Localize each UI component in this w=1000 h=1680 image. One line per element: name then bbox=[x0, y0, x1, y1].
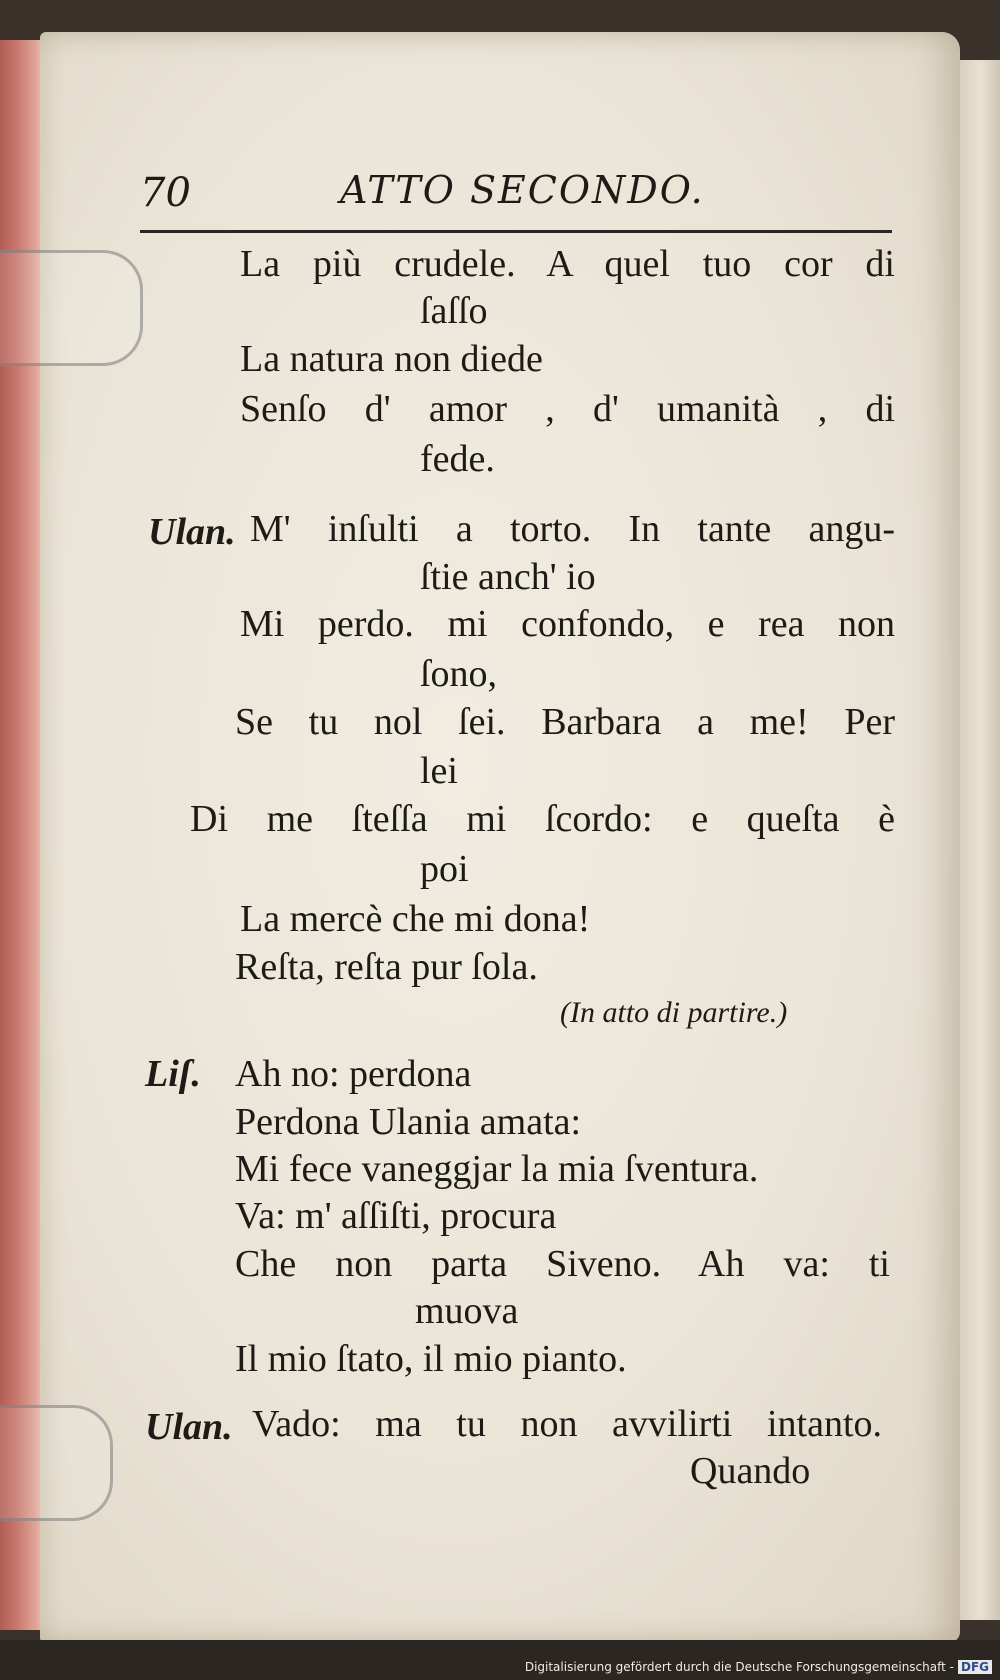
book-clamp-bottom bbox=[0, 1405, 113, 1521]
verse-line: ſtie anch' io bbox=[420, 556, 596, 598]
verse-line: fede. bbox=[420, 438, 495, 480]
verse-line: Che non parta Siveno. Ah va: ti bbox=[235, 1243, 890, 1285]
credit-text: Digitalisierung gefördert durch die Deutsche Forschungsgemeinschaft - bbox=[524, 1660, 954, 1674]
book-clamp-top bbox=[0, 250, 143, 366]
verse-line: La più crudele. A quel tuo cor di bbox=[240, 243, 895, 285]
verse-line: Il mio ſtato, il mio pianto. bbox=[235, 1338, 627, 1380]
verse-line: Senſo d' amor , d' umanità , di bbox=[240, 388, 895, 430]
dfg-logo: DFG bbox=[958, 1660, 992, 1674]
stage-direction: (In atto di partire.) bbox=[560, 996, 788, 1029]
verse-line: Vado: ma tu non avvilirti intanto. bbox=[252, 1403, 882, 1445]
speaker-label: Ulan. bbox=[148, 511, 236, 553]
verse-line: M' inſulti a torto. In tante angu- bbox=[250, 508, 895, 550]
verse-line: Mi perdo. mi confondo, e rea non bbox=[240, 603, 895, 645]
verse-line: Perdona Ulania amata: bbox=[235, 1101, 582, 1143]
speaker-label: Ulan. bbox=[145, 1406, 233, 1448]
verse-line: Di me ſteſſa mi ſcordo: e queſta è bbox=[190, 798, 895, 840]
header-rule bbox=[140, 230, 892, 233]
verse-line: muova bbox=[415, 1290, 519, 1332]
verse-line: Mi fece vaneggjar la mia ſventura. bbox=[235, 1148, 759, 1190]
running-head: ATTO SECONDO. bbox=[340, 168, 705, 212]
verse-line: ſaſſo bbox=[420, 290, 488, 332]
verse-line: La mercè che mi dona! bbox=[240, 898, 591, 940]
verse-line: Ah no: perdona bbox=[235, 1053, 472, 1095]
verse-line: Va: m' aſſiſti, procura bbox=[235, 1195, 557, 1237]
digitization-credit bbox=[525, 1660, 992, 1674]
page-number: 70 bbox=[140, 170, 191, 216]
verse-line: poi bbox=[420, 848, 469, 890]
verse-line: Reſta, reſta pur ſola. bbox=[235, 946, 538, 988]
speaker-label: Liſ. bbox=[145, 1053, 201, 1095]
verse-line: lei bbox=[420, 750, 458, 792]
verse-line: La natura non diede bbox=[240, 338, 543, 380]
verse-line: ſono, bbox=[420, 653, 498, 695]
catchword: Quando bbox=[690, 1450, 811, 1492]
verse-line: Se tu nol ſei. Barbara a me! Per bbox=[235, 701, 895, 743]
book-fore-edge bbox=[953, 60, 1000, 1620]
